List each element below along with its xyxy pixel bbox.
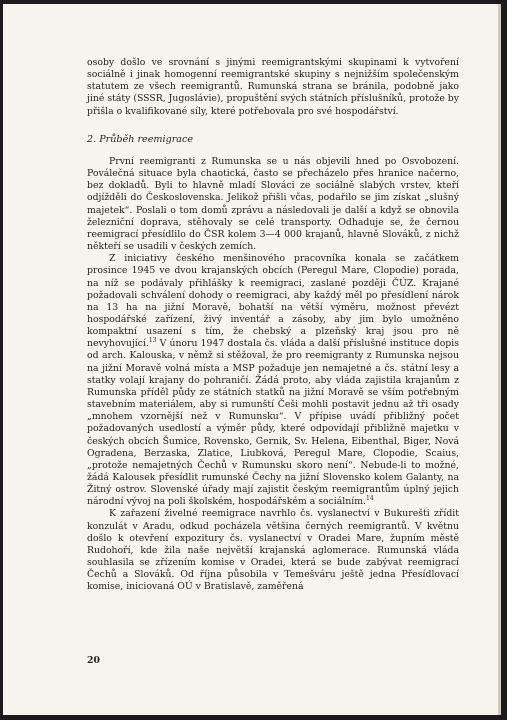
paragraph: [87, 253, 459, 508]
footnote-ref: 13: [148, 337, 157, 345]
paragraph-part: V únoru 1947 dostala čs. vláda a další příslušné instituce dopis od arch. Kalouska, v němž si stěžoval, že pro reemigranty z Rumunska nejsou na jižní Moravě volná místa a MSP požaduje jen nemajetné a čs. státní lesy a statky volají krajany do pohraničí. Žádá proto, aby vláda zajistila krajanům z Rumunska příděl půdy ze státních statků na jižní Moravě se vším potřebným stavebním materiálem, aby si rumunští Češi mohli postavit jednu až tři osady „mnohem vzornější než v Rumunsku“. V přípise uvádí přibližný počet požadovaných usedlostí a výměr půdy, které odpovídají přibližně majetku v českých obcích Šumice, Rovensko, Gernik, Sv. Helena, Eibenthal, Biger, Nová Ogradena, Berzaska, Zlatice, Liubková, Peregul Mare, Clopodie, Scaius, „protože nemajetných Čechů v Rumunsku skoro není“. Nebude-li to možné, žádá Kalousek přesídlit rumunské Čechy na jižní Slovensko kolem Galanty, na Žitný ostrov. Slovenské úřady mají zajistit českým reemigrantům úplný jejich národní vývoj na poli školském, hospodářském a sociálním.: [87, 338, 459, 508]
paragraph-part: Z iniciativy českého menšinového pracovníka konala se začátkem prosince 1945 ve dvou krajanských obcích (Peregul Mare, Clopodie) porada, na níž se podávaly přihlášky k reemigraci, zaslané později ČÚZ. Krajané požadovali schválení dohody o reemigraci, aby každý měl po přesídlení nárok na 13 ha na jižní Moravě, bohatší na větší výměru, možnost převézt hospodářské zařízení, živý inventář a zásoby, aby jim bylo umožněno kompaktní usazení s tím, že chebský a plzeňský kraj jsou pro ně nevyhovující.: [87, 253, 459, 350]
footnote-ref: 14: [366, 495, 374, 503]
paragraph-continued: osoby došlo ve srovnání s jinými reemigrantskými skupinami k vytvoření sociálně i jinak homogenní reemigrantské skupiny s nejnižším společenským statutem ze všech reemigrantů. Rumunská strana se bránila, podobně jako jiné státy (SSSR, Jugoslávie), propuštění svých státních příslušníků, protože by přišla o kvalifikované síly, které potřebovala pro své hospodářství.: [87, 57, 459, 117]
paragraph: K zařazení živelné reemigrace navrhlo čs. vyslanectví v Bukurešti zřídit konzulát v Aradu, odkud pocházela většina černých reemigrantů. V květnu došlo k otevření expozitury čs. vyslanectví v Oradei Mare, župním městě Rudohoří, kde žila naše největší krajanská aglomerace. Rumunská vláda souhlasila se zřízením komise v Oradei, která se bude zabývat reemigrací Čechů a Slováků. Od října působila v Temešváru ještě jedna Přesídlovací komise, iniciovaná OÚ v Bratislavě, zaměřená: [87, 508, 459, 593]
page-number: 20: [87, 655, 100, 666]
paragraph: První reemigranti z Rumunska se u nás objevili hned po Osvobození. Poválečná situace byla chaotická, často se přecházelo přes hranice načerno, bez dokladů. Byli to hlavně mladí Slováci ze sociálně slabých vrstev, kteří odjížděli do Československa. Jelikož přišli včas, podařilo se jim získat „slušný majetek“. Poslali o tom domů zprávu a následovali je další a když se obnovila železniční doprava, stěhovaly se celé transporty. Odhaduje se, že černou reemigrací přesídlilo do ČSR kolem 3—4 000 krajanů, hlavně Slováků, z nichž někteří se usadili v českých zemích.: [87, 155, 459, 253]
section-heading: 2. Průběh reemigrace: [87, 133, 194, 145]
book-page: [3, 4, 501, 715]
page-text: [87, 57, 459, 594]
